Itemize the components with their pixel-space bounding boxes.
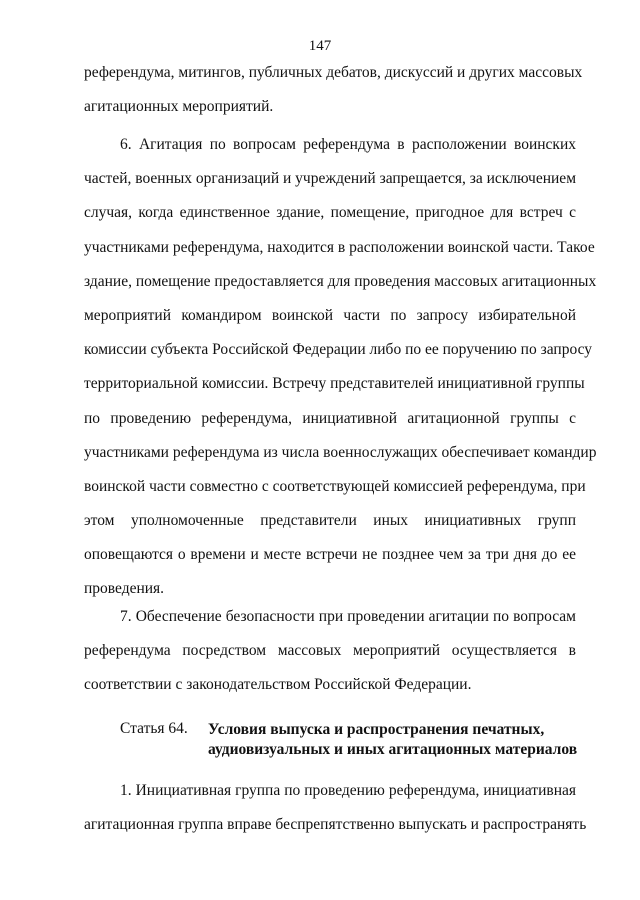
text-line: агитационных мероприятий. — [84, 98, 274, 116]
text-line: участниками референдума из числа военнослужащих обеспечивает командир — [84, 443, 597, 461]
paragraph-article-64-1 — [84, 774, 587, 842]
text-line: по проведению референдума, инициативной агитационной группы с — [84, 409, 576, 427]
text-line: оповещаются о времени и месте встречи не позднее чем за три дня до ее — [84, 546, 576, 564]
text-line: агитационная группа вправе беспрепятственно выпускать и распространять — [84, 816, 587, 834]
text-line: 7. Обеспечение безопасности при проведении агитации по вопросам — [120, 608, 576, 625]
text-line: участниками референдума, находится в расположении воинской части. Такое — [84, 238, 595, 256]
text-line: территориальной комиссии. Встречу представителей инициативной группы — [84, 375, 585, 393]
article-title-line: Условия выпуска и распространения печатных, — [208, 721, 545, 738]
text-line: частей, военных организаций и учреждений запрещается, за исключением — [84, 170, 576, 188]
text-line: референдума посредством массовых мероприятий осуществляется в — [84, 642, 576, 660]
paragraph-continuation — [84, 56, 583, 124]
article-title-line: аудиовизуальных и иных агитационных материалов — [208, 741, 578, 758]
text-line: воинской части совместно с соответствующей комиссией референдума, при — [84, 477, 586, 495]
text-line: 6. Агитация по вопросам референдума в расположении воинских — [120, 136, 576, 153]
text-line: комиссии субъекта Российской Федерации либо по ее поручению по запросу — [84, 341, 593, 359]
article-title — [208, 720, 577, 760]
text-line: 1. Инициативная группа по проведению референдума, инициативная — [120, 782, 576, 799]
text-line: соответствии с законодательством Российской Федерации. — [84, 676, 472, 694]
text-line: случая, когда единственное здание, помещение, пригодное для встреч с — [84, 204, 576, 222]
text-line: референдума, митингов, публичных дебатов, дискуссий и других массовых — [84, 64, 583, 81]
text-line: здание, помещение предоставляется для проведения массовых агитационных — [84, 272, 597, 290]
paragraph-6 — [84, 128, 597, 607]
paragraph-7 — [84, 600, 576, 703]
text-line: мероприятий командиром воинской части по запросу избирательной — [84, 306, 576, 324]
text-line: проведения. — [84, 580, 165, 598]
article-label: Статья 64. — [120, 720, 188, 737]
text-line: этом уполномоченные представители иных инициативных групп — [84, 512, 576, 530]
page-number: 147 — [308, 38, 332, 54]
